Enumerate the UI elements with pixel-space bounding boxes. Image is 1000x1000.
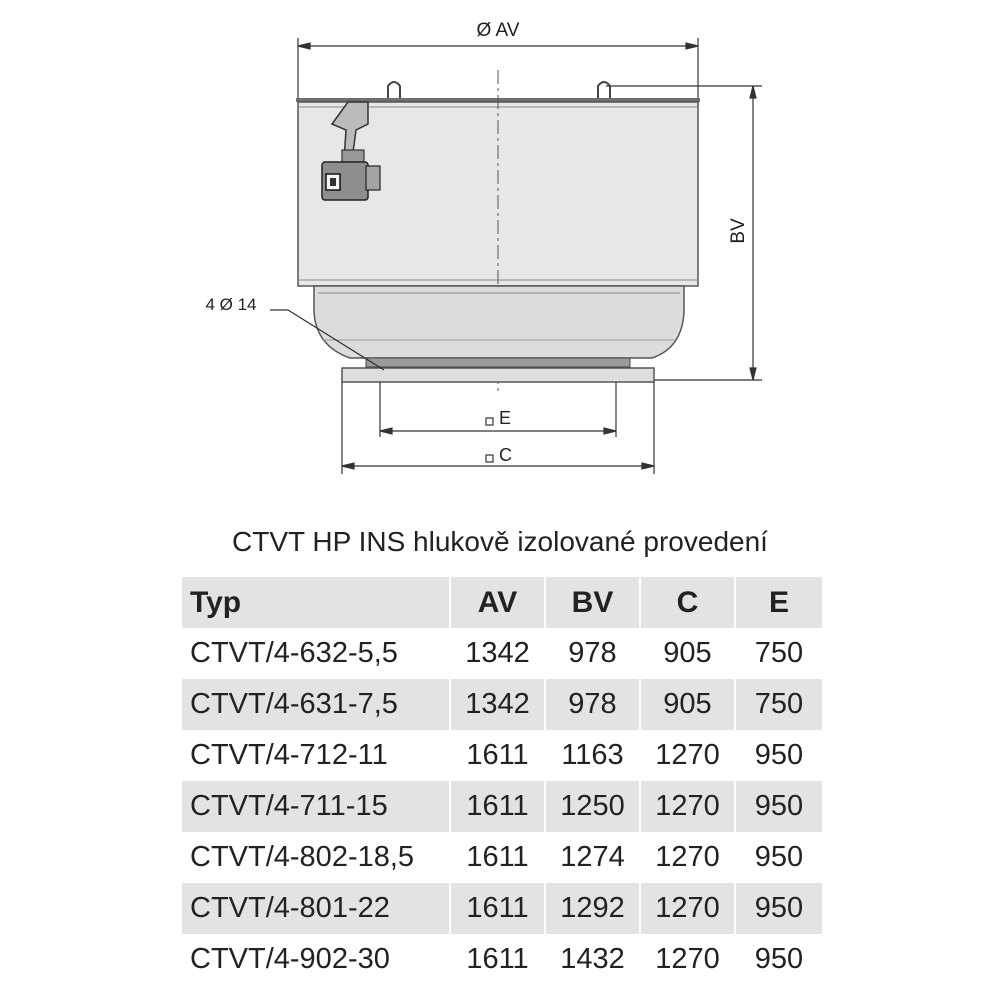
table-row xyxy=(182,628,822,679)
cell-typ: CTVT/4-631-7,5 xyxy=(182,679,449,730)
cell-bv: 1274 xyxy=(560,841,625,873)
cell-c: 905 xyxy=(663,637,712,669)
cell-bv: 978 xyxy=(568,637,617,669)
cell-bv: 978 xyxy=(546,679,639,730)
cell-bv: 1432 xyxy=(560,943,625,975)
cell-e: 950 xyxy=(754,943,804,975)
header-typ: Typ xyxy=(182,577,449,628)
cell-c: 1270 xyxy=(641,883,734,934)
cell-e: 750 xyxy=(736,679,822,730)
table-row xyxy=(182,832,822,883)
cell-typ: CTVT/4-902-30 xyxy=(190,943,390,975)
cell-e: 950 xyxy=(736,781,822,832)
header-c: C xyxy=(641,577,734,628)
cell-av: 1342 xyxy=(451,679,544,730)
cell-av: 1611 xyxy=(451,883,544,934)
cell-bv: 1163 xyxy=(561,739,624,771)
table-row xyxy=(182,934,822,985)
table-row xyxy=(182,781,822,832)
table-row xyxy=(182,679,822,730)
cell-av: 1611 xyxy=(466,739,529,771)
cell-c: 905 xyxy=(641,679,734,730)
cell-typ: CTVT/4-711-15 xyxy=(182,781,449,832)
lifting-eye-right xyxy=(598,82,610,98)
cell-typ: CTVT/4-802-18,5 xyxy=(190,841,415,873)
cell-c: 1270 xyxy=(641,781,734,832)
cell-bv: 1250 xyxy=(546,781,639,832)
cell-c: 1270 xyxy=(655,841,720,873)
cell-av: 1611 xyxy=(451,781,544,832)
header-av: AV xyxy=(451,577,544,628)
table-row xyxy=(182,883,822,934)
label-e: E xyxy=(499,408,512,428)
lifting-eye-left xyxy=(388,82,400,98)
base-plate xyxy=(342,368,654,382)
label-c: C xyxy=(499,445,512,465)
cell-av: 1342 xyxy=(465,637,530,669)
label-holes: 4 Ø 14 xyxy=(205,295,257,314)
table-header-row xyxy=(182,577,822,628)
table-row xyxy=(182,730,822,781)
cell-av: 1611 xyxy=(466,943,529,975)
cell-c: 1270 xyxy=(655,943,720,975)
label-av: Ø AV xyxy=(476,20,520,41)
header-bv: BV xyxy=(546,577,639,628)
cell-e: 950 xyxy=(754,841,804,873)
cell-c: 1270 xyxy=(655,739,720,771)
table-caption: CTVT HP INS hlukově izolované provedení xyxy=(232,526,768,557)
fan-cone xyxy=(314,286,684,367)
cell-e: 950 xyxy=(736,883,822,934)
cell-typ: CTVT/4-712-11 xyxy=(190,739,388,771)
cell-e: 950 xyxy=(754,739,804,771)
header-e: E xyxy=(736,577,822,628)
cell-bv: 1292 xyxy=(546,883,639,934)
cell-typ: CTVT/4-632-5,5 xyxy=(190,637,398,669)
dimensions-table xyxy=(180,577,824,985)
label-bv: BV xyxy=(728,218,749,244)
dimension-c xyxy=(342,382,654,474)
cell-typ: CTVT/4-801-22 xyxy=(182,883,449,934)
cell-av: 1611 xyxy=(466,841,529,873)
cell-e: 750 xyxy=(754,637,804,669)
